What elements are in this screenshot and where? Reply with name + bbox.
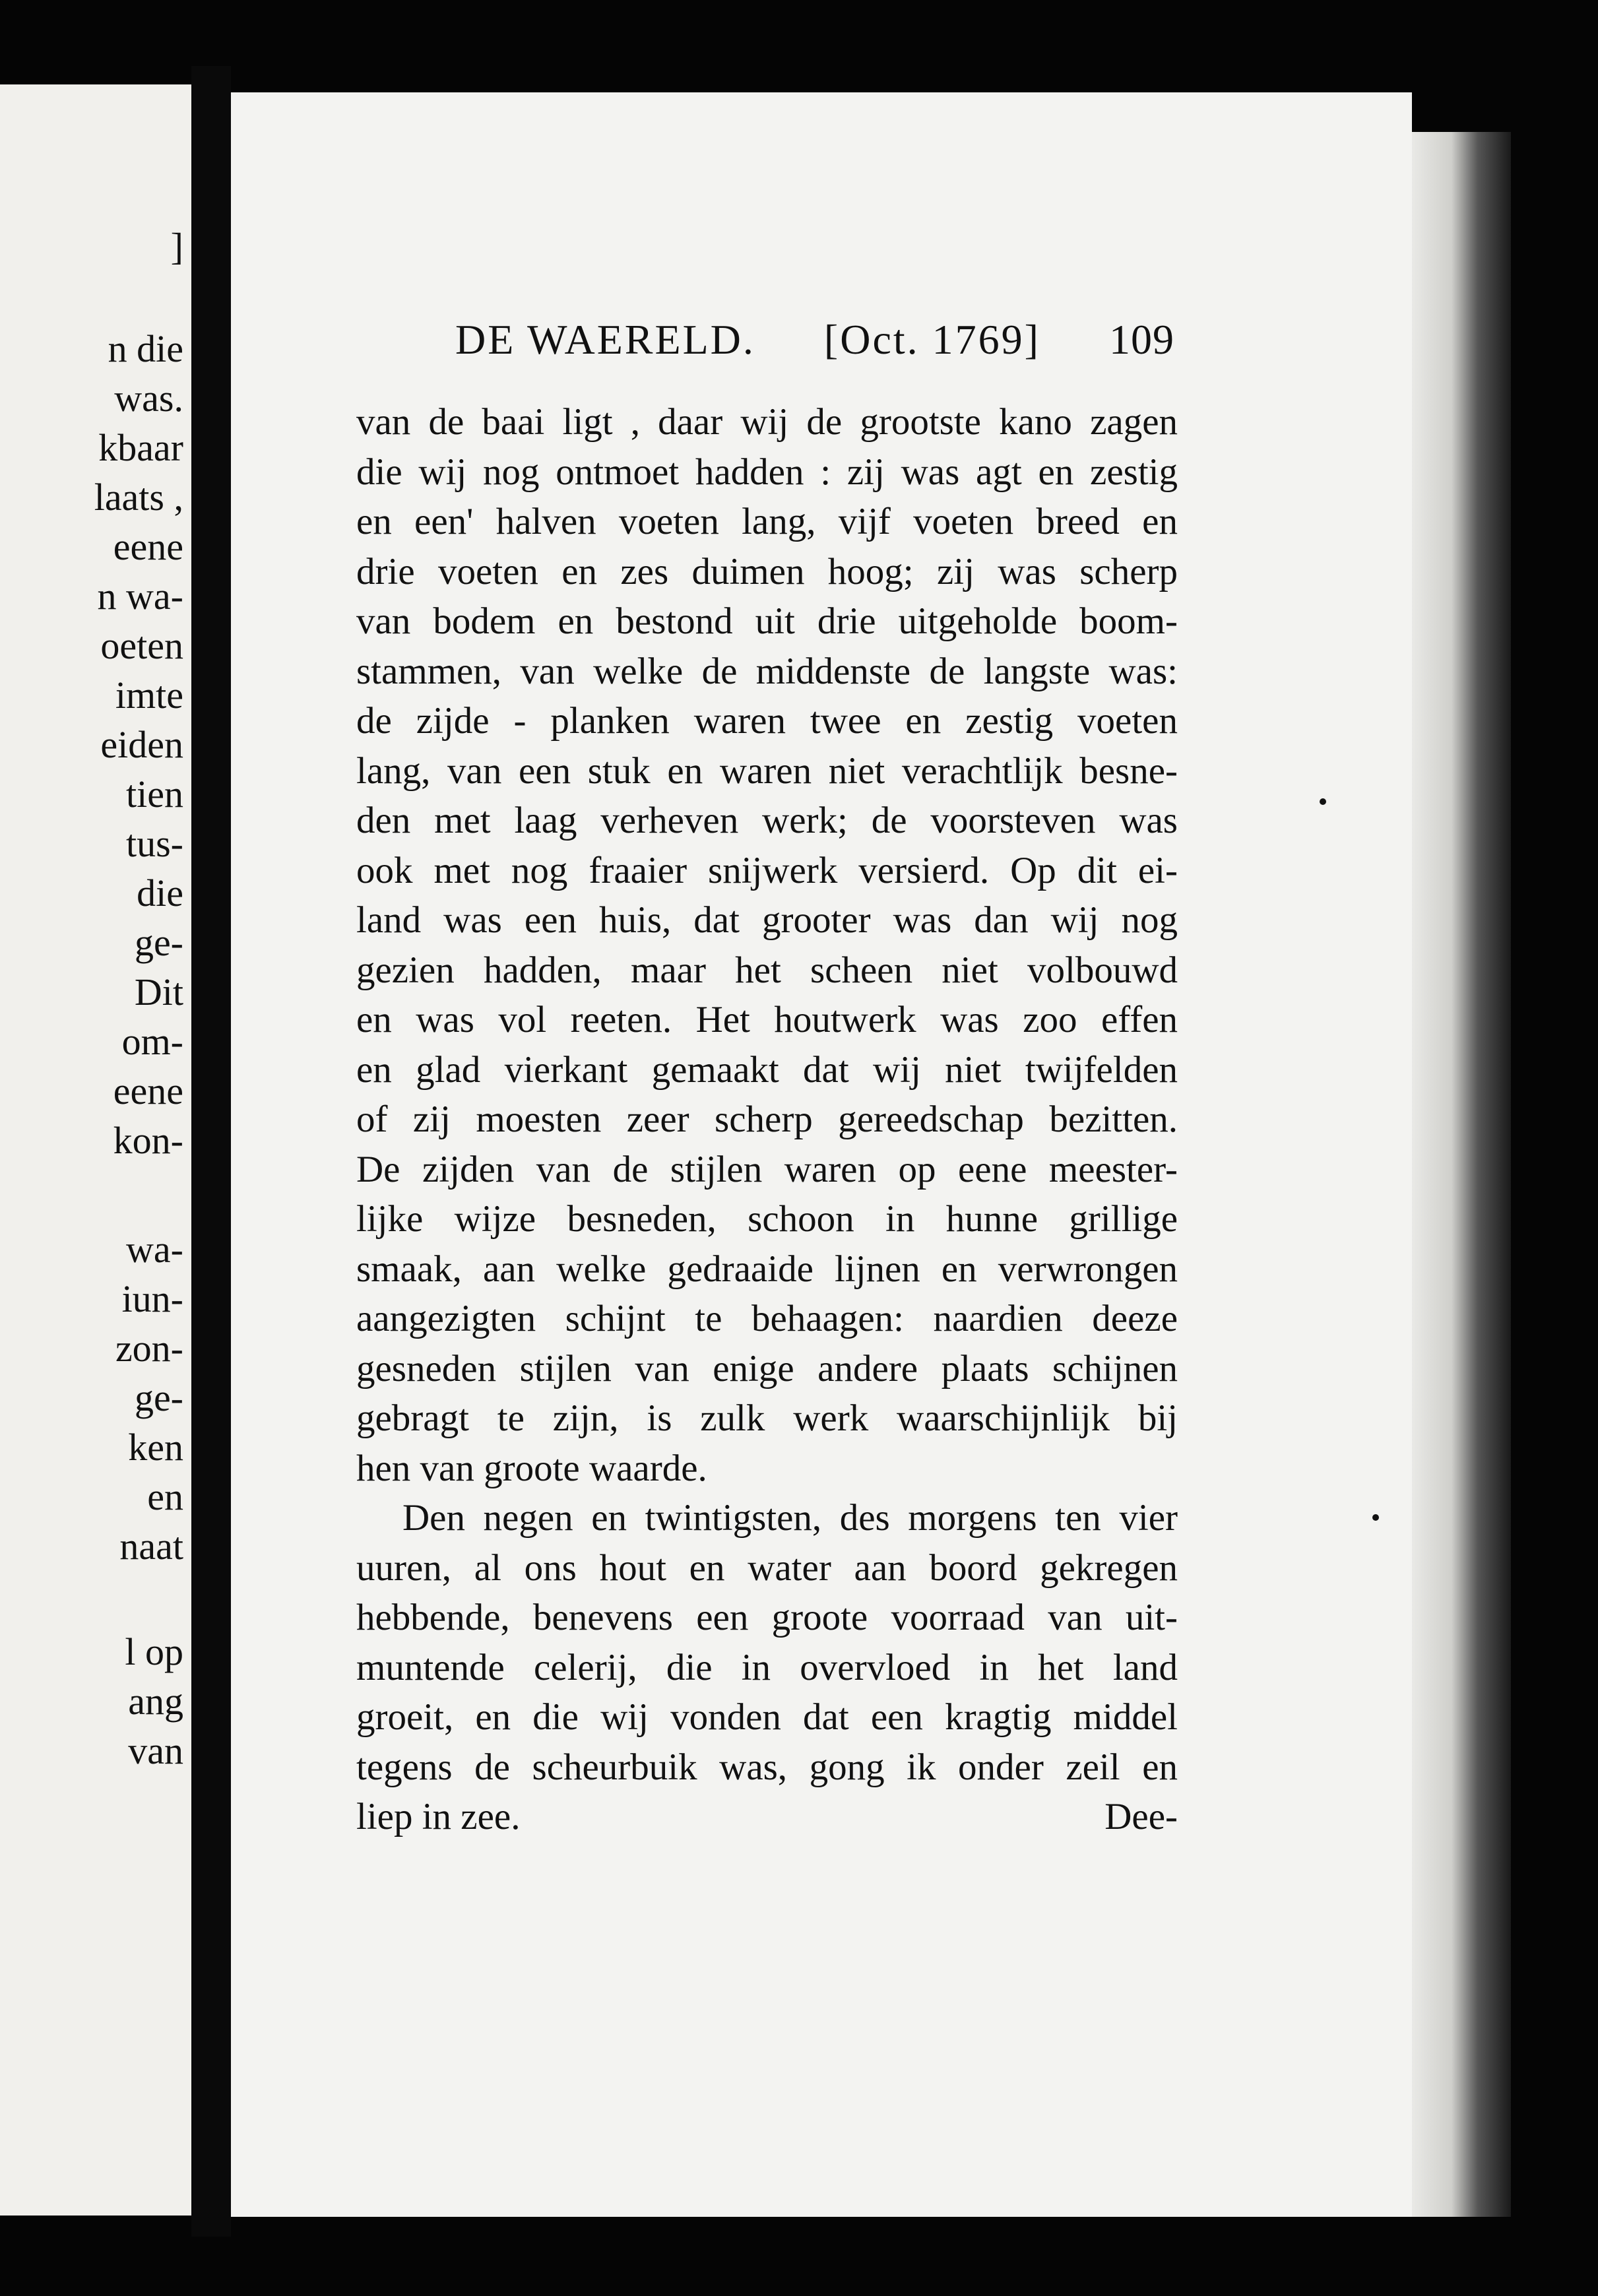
- paragraph-2: [356, 1493, 1178, 1792]
- left-page-fragment-line: ken: [128, 1426, 183, 1469]
- left-page-fragment-line: ge-: [134, 1376, 183, 1419]
- left-page-fragment-line: n die: [108, 327, 183, 370]
- text-line: aangezigten schijnt te behaagen: naardien deeze: [356, 1298, 1178, 1339]
- text-line: muntende celerij, die in overvloed in het land: [356, 1646, 1178, 1688]
- left-page-fragment-line: eene: [113, 525, 183, 568]
- catchword: Dee-: [1104, 1796, 1178, 1837]
- left-page-fragment-line: kbaar: [98, 426, 183, 469]
- left-page-fragment-line: ang: [128, 1680, 183, 1723]
- text-line: smaak, aan welke gedraaide lijnen en verwrongen: [356, 1248, 1178, 1290]
- text-line: die wij nog ontmoet hadden : zij was agt en zestig: [356, 451, 1178, 493]
- left-page-fragment-line: naat: [119, 1525, 183, 1568]
- text-line: gebragt te zijn, is zulk werk waarschijnlijk bij: [356, 1397, 1178, 1439]
- text-line: de zijde - planken waren twee en zestig voeten: [356, 700, 1178, 742]
- text-line: Den negen en twintigsten, des morgens ten vier: [402, 1497, 1178, 1539]
- left-page-fragment-line: eiden: [100, 723, 183, 766]
- left-page-fragment-line: wa-: [126, 1228, 183, 1271]
- text-line: lijke wijze besneden, schoon in hunne grillige: [356, 1198, 1178, 1240]
- last-line-text: liep in zee.: [356, 1796, 521, 1837]
- left-page-fragment-line: was.: [114, 377, 183, 420]
- text-line: ook met nog fraaier snijwerk versierd. Op dit ei-: [356, 849, 1178, 891]
- left-page-fragment-line: Dit: [134, 971, 183, 1013]
- ink-spot: [1320, 798, 1326, 805]
- book-gutter: [191, 66, 231, 2237]
- running-head: [455, 315, 1174, 364]
- page-edge: [1412, 132, 1511, 2217]
- text-line: van de baai ligt , daar wij de grootste kano zagen: [356, 401, 1178, 443]
- left-page-fragment-line: van: [128, 1729, 183, 1772]
- text-line: gesneden stijlen van enige andere plaats schijnen: [356, 1347, 1178, 1389]
- text-line: De zijden van de stijlen waren op eene meester-: [356, 1148, 1178, 1190]
- left-page-fragment-line: laats ,: [94, 476, 183, 519]
- text-line: groeit, en die wij vonden dat een kragtig middel: [356, 1696, 1178, 1738]
- text-line: den met laag verheven werk; de voorsteven was: [356, 800, 1178, 841]
- text-line: hebbende, benevens een groote voorraad van uit-: [356, 1597, 1178, 1638]
- text-line: drie voeten en zes duimen hoog; zij was scherp: [356, 550, 1178, 592]
- left-page-fragment-line: tien: [126, 773, 183, 815]
- left-page-fragment-line: om-: [121, 1020, 183, 1063]
- text-line: land was een huis, dat grooter was dan wij nog: [356, 899, 1178, 941]
- left-page-fragment-line: tus-: [126, 822, 183, 865]
- text-line: of zij moesten zeer scherp gereedschap bezitten.: [356, 1099, 1178, 1140]
- left-page-fragment-line: ge-: [134, 921, 183, 964]
- text-line: van bodem en bestond uit drie uitgeholde boom-: [356, 600, 1178, 642]
- left-page-fragment-line: imte: [115, 674, 183, 717]
- text-line: en was vol reeten. Het houtwerk was zoo effen: [356, 999, 1178, 1040]
- left-page-fragment-line: eene: [113, 1069, 183, 1112]
- running-head-title: DE WAERELD.: [455, 316, 755, 363]
- left-page-fragment-line: n wa-: [97, 575, 183, 618]
- left-page-fragment: [0, 84, 191, 2216]
- body-text: [356, 397, 1178, 1842]
- text-line: lang, van een stuk en waren niet verachtlijk besne-: [356, 749, 1178, 792]
- text-line: en glad vierkant gemaakt dat wij niet twijfelden: [356, 1048, 1178, 1091]
- ink-spot: [1372, 1514, 1379, 1521]
- text-line: en een' halven voeten lang, vijf voeten breed en: [356, 501, 1178, 542]
- left-page-fragment-line: kon-: [113, 1119, 183, 1162]
- text-line: gezien hadden, maar het scheen niet volbouwd: [356, 949, 1178, 991]
- left-page-fragment-line: oeten: [100, 624, 183, 667]
- running-head-date: [Oct. 1769]: [823, 316, 1040, 363]
- left-page-fragment-line: iun-: [121, 1277, 183, 1320]
- left-page-fragment-line: ]: [170, 225, 183, 268]
- left-page-fragment-line: en: [147, 1475, 183, 1518]
- text-line: stammen, van welke de middenste de langste was:: [356, 650, 1178, 692]
- paragraph-1: [356, 397, 1178, 1493]
- text-line: hen van groote waarde.: [356, 1447, 707, 1489]
- page-number: 109: [1109, 316, 1174, 363]
- left-page-fragment-line: zon-: [115, 1327, 183, 1370]
- final-line: [356, 1792, 1178, 1842]
- left-page-fragment-line: l op: [125, 1630, 183, 1673]
- left-page-fragment-line: die: [137, 872, 183, 914]
- text-line: tegens de scheurbuik was, gong ik onder zeil en: [356, 1746, 1178, 1788]
- text-line: uuren, al ons hout en water aan boord gekregen: [356, 1547, 1178, 1589]
